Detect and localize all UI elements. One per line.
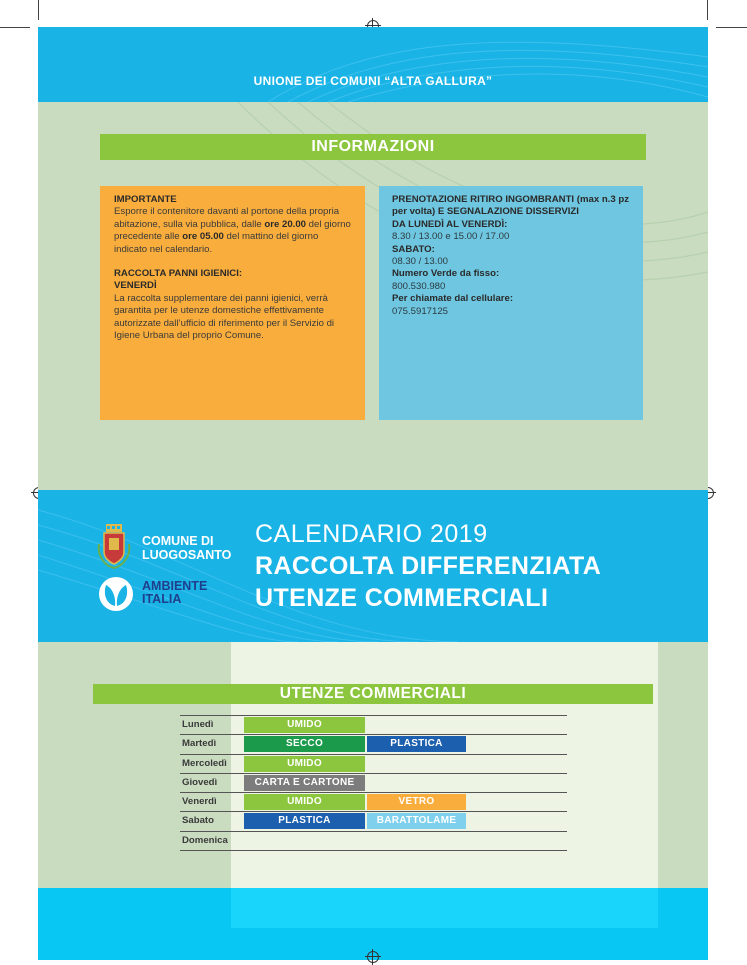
waste-type-cell: PLASTICA [367,736,466,752]
calendar-title-line1: RACCOLTA DIFFERENZIATA [255,552,602,580]
schedule-row [180,755,567,774]
sanitary-heading: RACCOLTA PANNI IGIENICI: [114,268,243,280]
landline-label: Numero Verde da fisso: [392,268,500,280]
comune-logo-text: COMUNE DI LUOGOSANTO [142,534,232,562]
crop-mark [716,27,747,28]
waste-type-cell: UMIDO [244,756,365,772]
waste-type-cell: SECCO [244,736,365,752]
waste-type-cell: BARATTOLAME [367,813,466,829]
crop-mark [707,0,708,20]
important-heading: IMPORTANTE [114,194,177,205]
weekdays-hours: 8.30 / 13.00 e 15.00 / 17.00 [392,231,510,243]
schedule-row [180,832,567,851]
info-title-bar: INFORMAZIONI [100,134,646,160]
schedule-row [180,735,567,754]
calendar-year: CALENDARIO 2019 [255,520,488,548]
landline-number: 800.530.980 [392,280,446,292]
important-info-box [100,186,365,420]
day-label: Venerdì [182,796,217,808]
saturday-hours: 08.30 / 13.00 [392,256,449,268]
mobile-label: Per chiamate dal cellulare: [392,293,514,305]
schedule-row [180,715,567,735]
day-label: Mercoledì [182,757,227,769]
crop-mark [38,0,39,20]
weekdays-label: DA LUNEDÌ AL VENERDÌ: [392,218,508,230]
schedule-row [180,793,567,812]
union-title: UNIONE DEI COMUNI “ALTA GALLURA” [253,74,493,88]
day-label: Lunedì [182,719,214,730]
saturday-label: SABATO: [392,243,435,255]
day-label: Giovedì [182,776,218,788]
mobile-number: 075.5917125 [392,305,449,317]
day-label: Martedì [182,738,217,750]
comune-crest-icon [97,524,131,570]
sanitary-text: La raccolta supplementare dei panni igienici, verrà garantita per le utenze domestiche effettivamente autorizzate dall’ufficio di riferimento per il Servizio di Igiene Urbana del proprio Comune. [114,292,335,342]
waste-type-cell: UMIDO [244,717,365,733]
crop-mark [0,27,30,28]
waste-type-cell: PLASTICA [244,813,365,829]
important-text: Esporre il contenitore davanti al portone della propria abitazione, sulla via pubblica, dalle ore 20.00 del giorno precedente alle ore 05.00 del mattino del giorno indicato nel calendario. [114,206,351,255]
sanitary-day: VENERDÌ [114,280,157,292]
collection-schedule-table [180,715,567,851]
day-label: Domenica [182,834,228,846]
waste-type-cell: CARTA E CARTONE [244,775,365,791]
header-band [38,27,708,102]
ambiente-italia-leaf-icon [98,576,134,612]
waste-type-cell: VETRO [367,794,466,810]
schedule-title-bar: UTENZE COMMERCIALI [93,684,653,704]
schedule-row [180,812,567,831]
day-label: Sabato [182,815,214,827]
ambiente-italia-logo-text: AMBIENTE ITALIA [142,579,208,606]
calendar-title-line2: UTENZE COMMERCIALI [255,584,549,612]
schedule-row [180,774,567,793]
waste-type-cell: UMIDO [244,794,365,810]
registration-mark [367,951,379,963]
footer-highlight [231,888,658,928]
booking-info-box [379,186,643,420]
booking-heading: PRENOTAZIONE RITIRO INGOMBRANTI (max n.3 pz per volta) E SEGNALAZIONE DISSERVIZI [392,194,630,218]
